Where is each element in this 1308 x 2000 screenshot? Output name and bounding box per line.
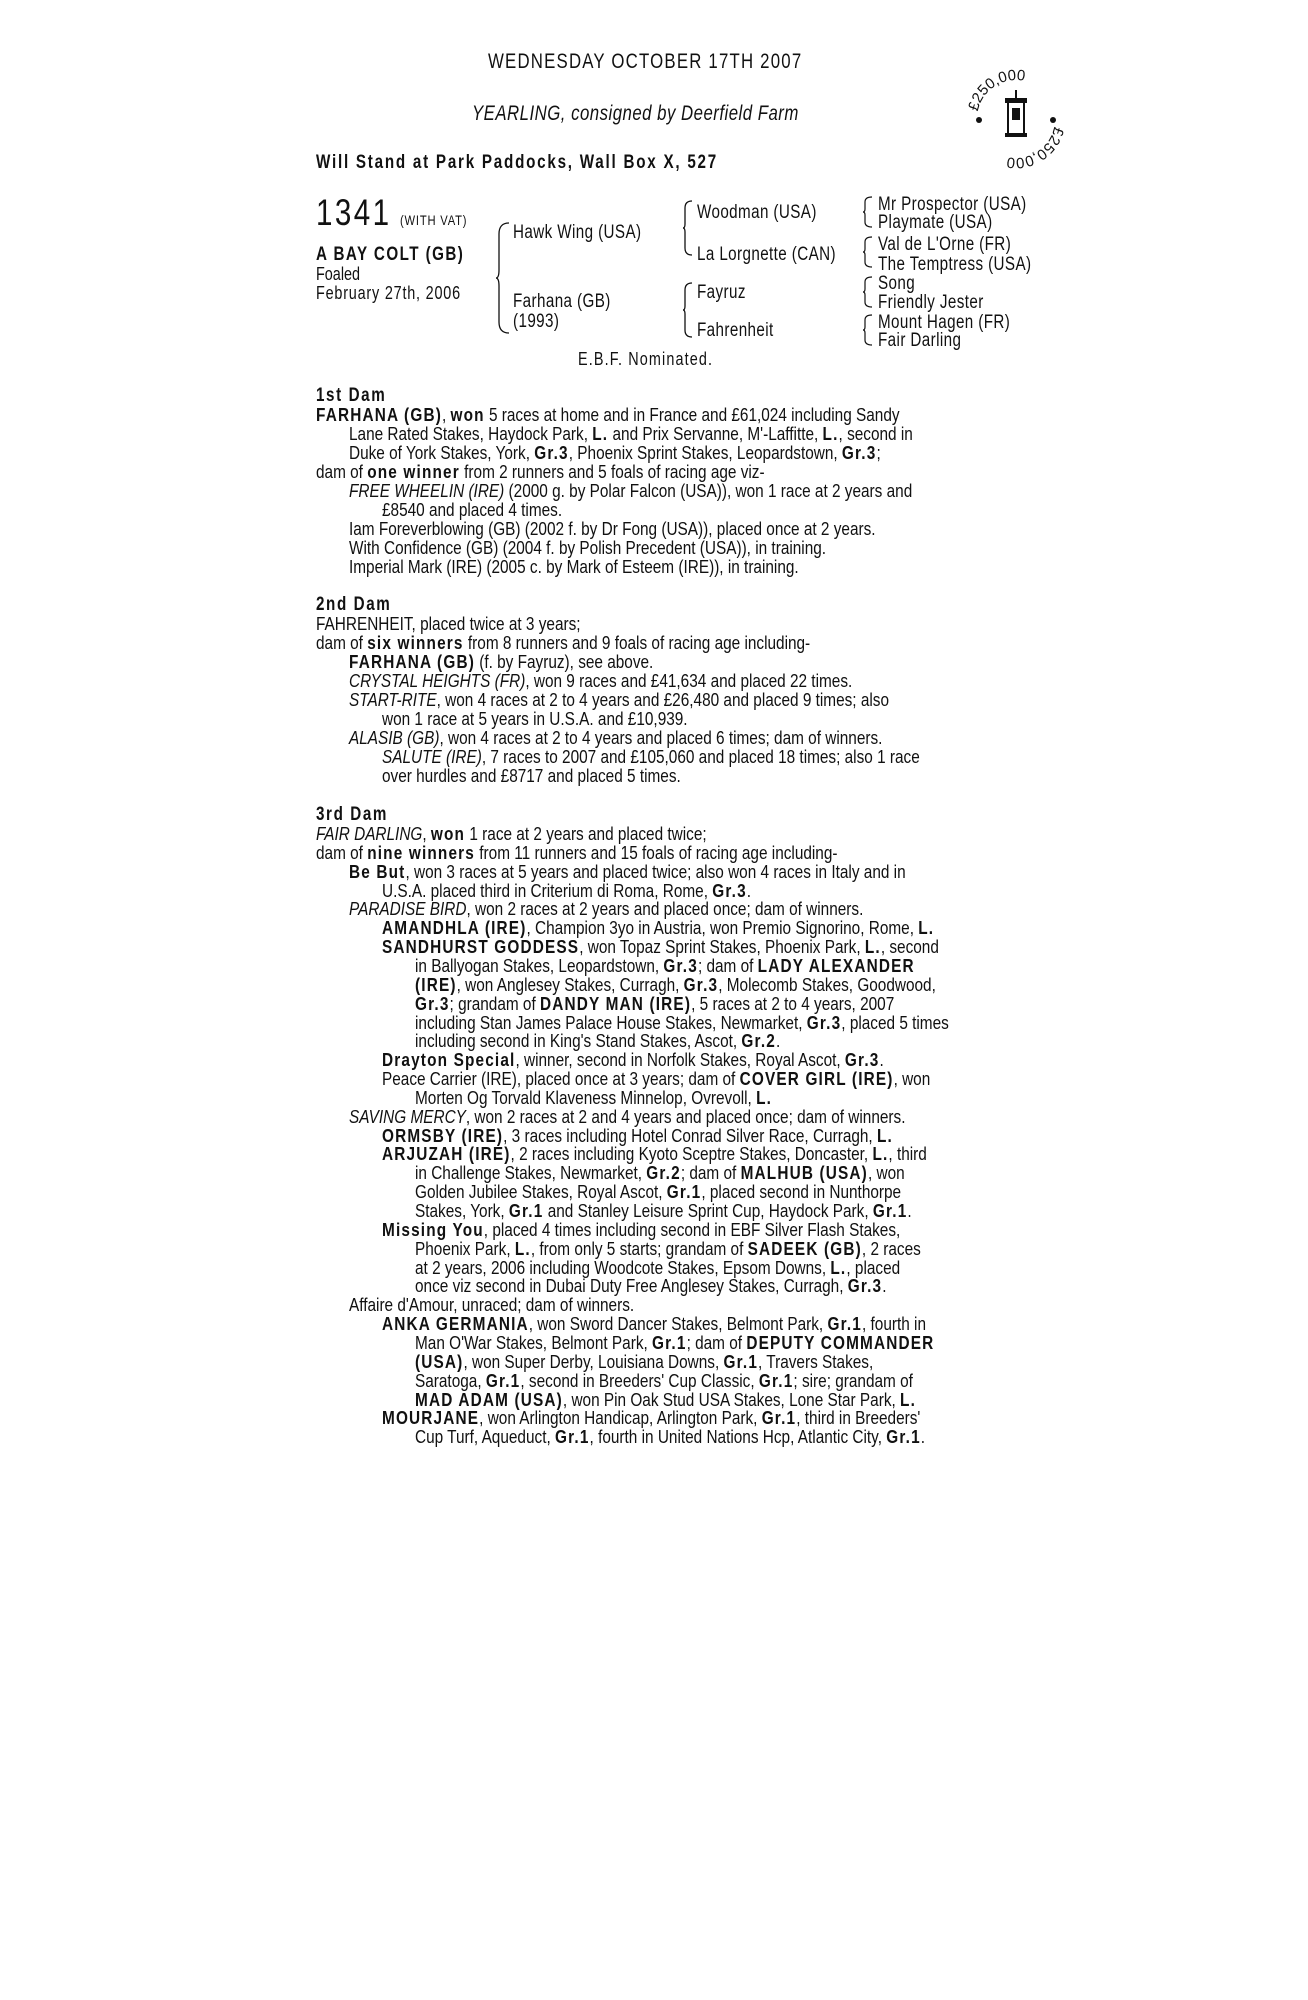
bold-text: ORMSBY (IRE) — [382, 1124, 504, 1146]
text-line — [349, 481, 912, 500]
second-dam-heading: 2nd Dam — [316, 594, 392, 615]
text-segment: Man O'War Stakes, Belmont Park, — [415, 1331, 653, 1353]
text-line — [349, 899, 863, 918]
text-segment: , won 9 races and £41,634 and placed 22 times. — [525, 670, 853, 691]
pedigree-g7: Mount Hagen (FR) — [878, 312, 1011, 333]
stall-location: Will Stand at Park Paddocks, Wall Box X, 527 — [316, 152, 718, 173]
text-line — [382, 709, 688, 728]
bold-text: Gr.1 — [723, 1350, 759, 1372]
text-line — [415, 1352, 873, 1371]
text-segment: , second — [880, 936, 939, 958]
text-segment: , won Super Derby, Louisiana Downs, — [463, 1350, 724, 1372]
text-segment: Affaire d'Amour, unraced; dam of winners. — [349, 1294, 635, 1316]
text-line — [349, 557, 799, 576]
text-line — [349, 519, 876, 538]
text-line — [415, 1182, 901, 1201]
text-segment: , Champion 3yo in Austria, won Premio Signorino, Rome, — [526, 917, 919, 939]
svg-text:£250,000 — [965, 68, 1026, 113]
text-segment: Morten Og Torvald Klaveness Minnelop, Ovrevoll, — [415, 1086, 757, 1108]
text-segment: Cup Turf, Aqueduct, — [415, 1426, 555, 1448]
text-segment: in Ballyogan Stakes, Leopardstown, — [415, 954, 664, 976]
text-segment: once viz second in Dubai Duty Free Anglesey Stakes, Curragh, — [415, 1275, 848, 1297]
text-segment: dam of — [316, 632, 368, 653]
text-line — [415, 1163, 905, 1182]
bold-text: FARHANA (GB) — [349, 651, 475, 672]
text-line — [349, 424, 913, 443]
bold-text: won — [430, 823, 466, 844]
dam-dam-name: Fahrenheit — [697, 320, 774, 341]
text-segment: . — [907, 1200, 912, 1221]
pedigree-g56-brace — [862, 276, 874, 308]
text-segment: , won Anglesey Stakes, Curragh, — [456, 973, 684, 995]
text-segment: , won Arlington Handicap, Arlington Park, — [479, 1407, 762, 1429]
text-line — [382, 937, 939, 956]
bold-text: Missing You — [382, 1218, 484, 1240]
bold-text: Gr.1 — [761, 1407, 797, 1429]
pedigree-g8: Fair Darling — [878, 330, 962, 351]
text-line — [415, 1333, 934, 1352]
text-segment: , won 4 races at 2 to 4 years and placed 6 times; dam of winners. — [439, 727, 883, 748]
text-line — [415, 1239, 921, 1258]
text-line — [382, 1069, 930, 1088]
text-line — [415, 956, 915, 975]
italic-text: FREE WHEELIN (IRE) — [349, 480, 505, 501]
third-dam-heading: 3rd Dam — [316, 804, 389, 825]
text-segment: , placed 5 times — [841, 1011, 949, 1033]
text-segment: 1 race at 2 years and placed twice; — [465, 823, 707, 844]
text-segment: . — [882, 1275, 887, 1297]
text-segment: including Stan James Palace House Stakes, Newmarket, — [415, 1011, 807, 1033]
bold-text: DEPUTY COMMANDER — [746, 1331, 935, 1353]
bold-text: Gr.1 — [652, 1331, 687, 1353]
text-segment: ; dam of — [686, 1331, 747, 1353]
svg-text:£250,000 — [1006, 125, 1067, 170]
text-segment: , Phoenix Sprint Stakes, Leopardstown, — [568, 442, 842, 463]
ebf-nominated: E.B.F. Nominated. — [578, 349, 714, 369]
lot-description: A BAY COLT (GB) — [316, 244, 465, 265]
text-line — [349, 443, 881, 462]
text-line — [415, 994, 894, 1013]
text-segment: , second in Breeders' Cup Classic, — [520, 1369, 759, 1391]
bold-text: won — [450, 404, 485, 425]
italic-text: SALUTE (IRE) — [382, 746, 482, 767]
text-segment: , third — [888, 1143, 927, 1165]
text-segment: , Travers Stakes, — [758, 1350, 874, 1372]
text-segment: dam of — [316, 841, 368, 863]
text-segment: from 8 runners and 9 foals of racing age including- — [463, 632, 811, 653]
text-segment: . — [879, 1049, 884, 1071]
text-line — [382, 1314, 926, 1333]
text-segment: , fourth in — [861, 1313, 927, 1335]
text-segment: won 1 race at 5 years in U.S.A. and £10,939. — [382, 708, 688, 729]
pedigree-main-brace — [495, 222, 511, 334]
text-segment: , placed — [846, 1256, 901, 1278]
text-line — [316, 824, 707, 843]
text-line — [415, 1390, 916, 1409]
bold-text: Drayton Special — [382, 1049, 516, 1071]
text-line — [382, 1408, 920, 1427]
dam-name: Farhana (GB) — [513, 291, 611, 312]
text-line — [382, 766, 681, 785]
text-line — [382, 918, 934, 937]
text-line — [382, 881, 751, 900]
sire-name: Hawk Wing (USA) — [513, 222, 642, 243]
bold-text: Gr.3 — [806, 1011, 842, 1033]
dam-sire-name: Fayruz — [697, 282, 746, 303]
text-segment: Saratoga, — [415, 1369, 486, 1391]
bold-text: L. — [592, 423, 609, 444]
bold-text: SADEEK (GB) — [747, 1237, 862, 1259]
text-line — [415, 1013, 949, 1032]
text-segment: Golden Jubilee Stakes, Royal Ascot, — [415, 1181, 667, 1203]
text-segment: ; grandam of — [449, 992, 541, 1014]
bold-text: L. — [514, 1237, 531, 1259]
text-line — [415, 1088, 772, 1107]
text-segment: . — [775, 1030, 781, 1052]
text-segment: Lane Rated Stakes, Haydock Park, — [349, 423, 593, 444]
text-segment: dam of — [316, 461, 368, 482]
bold-text: Gr.2 — [741, 1030, 776, 1052]
text-segment: . — [920, 1426, 926, 1448]
text-segment: , 2 races — [861, 1237, 921, 1259]
text-segment: , won Sword Dancer Stakes, Belmont Park, — [528, 1313, 828, 1335]
text-line — [415, 1258, 900, 1277]
text-line — [349, 690, 889, 709]
bold-text: ARJUZAH (IRE) — [382, 1143, 511, 1165]
sale-date: WEDNESDAY OCTOBER 17TH 2007 — [488, 50, 803, 73]
text-segment: , placed second in Nunthorpe — [701, 1181, 902, 1203]
text-line — [316, 405, 900, 424]
text-segment: , — [422, 823, 431, 844]
bold-text: six winners — [367, 632, 464, 653]
pedigree-g5: Song — [878, 273, 916, 294]
bold-text: MAD ADAM (USA) — [415, 1388, 563, 1410]
text-segment: ; dam of — [680, 1162, 741, 1184]
text-segment: With Confidence (GB) (2004 f. by Polish Precedent (USA)), in training. — [349, 537, 827, 558]
bold-text: FARHANA (GB) — [316, 404, 442, 425]
text-segment: , placed 4 times including second in EBF Silver Flash Stakes, — [483, 1218, 901, 1240]
italic-text: FAIR DARLING — [316, 823, 423, 844]
text-segment: and Prix Servanne, M'-Laffitte, — [608, 423, 823, 444]
text-segment: £8540 and placed 4 times. — [382, 499, 563, 520]
text-segment: , won 2 races at 2 years and placed once; dam of winners. — [466, 898, 864, 920]
bold-text: Gr.1 — [666, 1181, 702, 1203]
text-line — [382, 500, 562, 519]
text-segment: , won — [893, 1068, 931, 1090]
text-segment: , won — [867, 1162, 905, 1184]
bold-text: Gr.1 — [758, 1369, 794, 1391]
dam-year: (1993) — [513, 311, 560, 332]
bold-text: ANKA GERMANIA — [382, 1313, 529, 1335]
pedigree-sire-brace — [682, 200, 694, 256]
text-segment: , 5 races at 2 to 4 years, 2007 — [691, 992, 895, 1014]
italic-text: START-RITE — [349, 689, 437, 710]
text-segment: Duke of York Stakes, York, — [349, 442, 535, 463]
text-segment: . — [746, 879, 752, 901]
italic-text: PARADISE BIRD — [349, 898, 467, 920]
text-segment: Peace Carrier (IRE), placed once at 3 years; dam of — [382, 1068, 740, 1090]
consignment-line: YEARLING, consigned by Deerfield Farm — [472, 102, 799, 125]
bold-text: Be But — [349, 860, 406, 882]
bold-text: L. — [864, 936, 881, 958]
bold-text: DANDY MAN (IRE) — [540, 992, 692, 1014]
text-segment: U.S.A. placed third in Criterium di Roma, Rome, — [382, 879, 713, 901]
bold-text: Gr.3 — [663, 954, 698, 976]
text-segment: , won 3 races at 5 years and placed twice; also won 4 races in Italy and in — [405, 860, 906, 882]
bold-text: L. — [822, 423, 839, 444]
bold-text: one winner — [367, 461, 460, 482]
bold-text: Gr.1 — [554, 1426, 590, 1448]
bold-text: L. — [918, 917, 935, 939]
bold-text: (USA) — [415, 1350, 464, 1372]
first-dam-heading: 1st Dam — [316, 385, 387, 406]
text-line — [349, 1295, 634, 1314]
text-segment: from 11 runners and 15 foals of racing age including- — [475, 841, 838, 863]
foaled-date: February 27th, 2006 — [316, 283, 461, 303]
lot-number: 1341 — [316, 192, 392, 233]
text-segment: (f. by Fayruz), see above. — [474, 651, 654, 672]
text-segment: , from only 5 starts; grandam of — [530, 1237, 748, 1259]
text-line — [349, 671, 852, 690]
text-segment: , won 2 races at 2 and 4 years and placed once; dam of winners. — [465, 1105, 906, 1127]
bold-text: LADY ALEXANDER — [757, 954, 915, 976]
text-line — [349, 1107, 905, 1126]
pedigree-g4: The Temptress (USA) — [878, 254, 1032, 275]
italic-text: SAVING MERCY — [349, 1105, 466, 1127]
bold-text: Gr.1 — [508, 1200, 544, 1221]
bold-text: Gr.3 — [841, 442, 877, 463]
stamp-text-top: £250,000 — [965, 68, 1027, 113]
bold-text: AMANDHLA (IRE) — [382, 917, 527, 939]
text-segment: , third in Breeders' — [796, 1407, 921, 1429]
text-segment: ; — [876, 442, 881, 463]
text-line — [316, 633, 810, 652]
text-segment: , second in — [838, 423, 913, 444]
text-line — [316, 843, 838, 862]
text-line — [349, 862, 906, 881]
bold-text: L. — [900, 1388, 917, 1410]
text-segment: , winner, second in Norfolk Stakes, Royal Ascot, — [515, 1049, 845, 1071]
text-line — [349, 652, 653, 671]
bold-text: Gr.1 — [886, 1426, 921, 1448]
text-line — [382, 1220, 900, 1239]
text-segment: including second in King's Stand Stakes, Ascot, — [415, 1030, 742, 1052]
bold-text: Gr.2 — [646, 1162, 681, 1184]
italic-text: ALASIB (GB) — [349, 727, 440, 748]
text-segment: , Molecomb Stakes, Goodwood, — [718, 973, 936, 995]
pedigree-g3: Val de L'Orne (FR) — [878, 234, 1012, 255]
text-segment: , won 4 races at 2 to 4 years and £26,480 and placed 9 times; also — [436, 689, 890, 710]
text-line — [382, 747, 920, 766]
text-segment: , 3 races including Hotel Conrad Silver Race, Curragh, — [503, 1124, 877, 1146]
text-line — [415, 1427, 925, 1446]
bold-text: Gr.3 — [683, 973, 719, 995]
sire-dam-name: La Lorgnette (CAN) — [697, 244, 836, 265]
text-line — [415, 1201, 912, 1220]
bold-text: Gr.1 — [827, 1313, 862, 1335]
text-segment: , won Topaz Sprint Stakes, Phoenix Park, — [579, 936, 865, 958]
bold-text: (IRE) — [415, 973, 457, 995]
stamp-text-bottom: £250,000 — [1005, 125, 1067, 170]
pedigree-g2: Playmate (USA) — [878, 212, 993, 233]
bold-text: SANDHURST GODDESS — [382, 936, 580, 958]
text-segment: 5 races at home and in France and £61,024 including Sandy — [484, 404, 900, 425]
bold-text: Gr.1 — [872, 1200, 908, 1221]
text-segment: from 2 runners and 5 foals of racing age viz- — [459, 461, 765, 482]
text-line — [415, 1031, 780, 1050]
text-segment: (2000 g. by Polar Falcon (USA)), won 1 race at 2 years and — [504, 480, 913, 501]
text-segment: Stakes, York, — [415, 1200, 509, 1221]
bold-text: Gr.3 — [844, 1049, 880, 1071]
text-line — [415, 975, 936, 994]
bold-text: L. — [872, 1143, 889, 1165]
text-segment: , — [441, 404, 451, 425]
text-line — [382, 1050, 884, 1069]
pedigree-g1: Mr Prospector (USA) — [878, 194, 1027, 215]
bold-text: MOURJANE — [382, 1407, 480, 1429]
bold-text: Gr.3 — [712, 879, 747, 901]
text-line — [382, 1126, 893, 1145]
text-segment: Phoenix Park, — [415, 1237, 515, 1259]
text-line — [349, 538, 826, 557]
text-line — [316, 462, 765, 481]
text-segment: over hurdles and £8717 and placed 5 times. — [382, 765, 681, 786]
sire-sire-name: Woodman (USA) — [697, 202, 817, 223]
vat-note: (WITH VAT) — [400, 212, 468, 228]
text-segment: Imperial Mark (IRE) (2005 c. by Mark of Esteem (IRE)), in training. — [349, 556, 799, 577]
foaled-label: Foaled — [316, 264, 361, 284]
text-segment: and Stanley Leisure Sprint Cup, Haydock Park, — [543, 1200, 873, 1221]
text-line — [316, 614, 581, 633]
bold-text: MALHUB (USA) — [740, 1162, 868, 1184]
bold-text: L. — [876, 1124, 893, 1146]
pedigree-dam-brace — [682, 282, 694, 338]
text-line — [415, 1371, 913, 1390]
text-line — [415, 1276, 887, 1295]
text-segment: Iam Foreverblowing (GB) (2002 f. by Dr Fong (USA)), placed once at 2 years. — [349, 518, 876, 539]
text-segment: , fourth in United Nations Hcp, Atlantic City, — [589, 1426, 887, 1448]
bold-text: COVER GIRL (IRE) — [739, 1068, 894, 1090]
bold-text: nine winners — [367, 841, 476, 863]
bold-text: Gr.3 — [847, 1275, 883, 1297]
pedigree-g12-brace — [862, 196, 874, 228]
price-stamp-icon — [965, 68, 1067, 170]
pedigree-g6: Friendly Jester — [878, 292, 984, 313]
pedigree-g34-brace — [862, 236, 874, 268]
text-segment: , 7 races to 2007 and £105,060 and placed 18 times; also 1 race — [481, 746, 920, 767]
text-line — [382, 1144, 927, 1163]
text-segment: , 2 races including Kyoto Sceptre Stakes, Doncaster, — [510, 1143, 873, 1165]
text-segment: at 2 years, 2006 including Woodcote Stakes, Epsom Downs, — [415, 1256, 831, 1278]
text-segment: ; dam of — [697, 954, 758, 976]
text-segment: in Challenge Stakes, Newmarket, — [415, 1162, 647, 1184]
italic-text: CRYSTAL HEIGHTS (FR) — [349, 670, 526, 691]
bold-text: L. — [756, 1086, 773, 1108]
bold-text: Gr.1 — [485, 1369, 521, 1391]
pedigree-g78-brace — [862, 314, 874, 346]
text-segment: , won Pin Oak Stud USA Stakes, Lone Star Park, — [562, 1388, 901, 1410]
bold-text: Gr.3 — [415, 992, 450, 1014]
text-segment: ; sire; grandam of — [793, 1369, 913, 1391]
text-line — [349, 728, 882, 747]
bold-text: Gr.3 — [534, 442, 569, 463]
bold-text: L. — [830, 1256, 847, 1278]
text-segment: FAHRENHEIT, placed twice at 3 years; — [316, 613, 581, 634]
